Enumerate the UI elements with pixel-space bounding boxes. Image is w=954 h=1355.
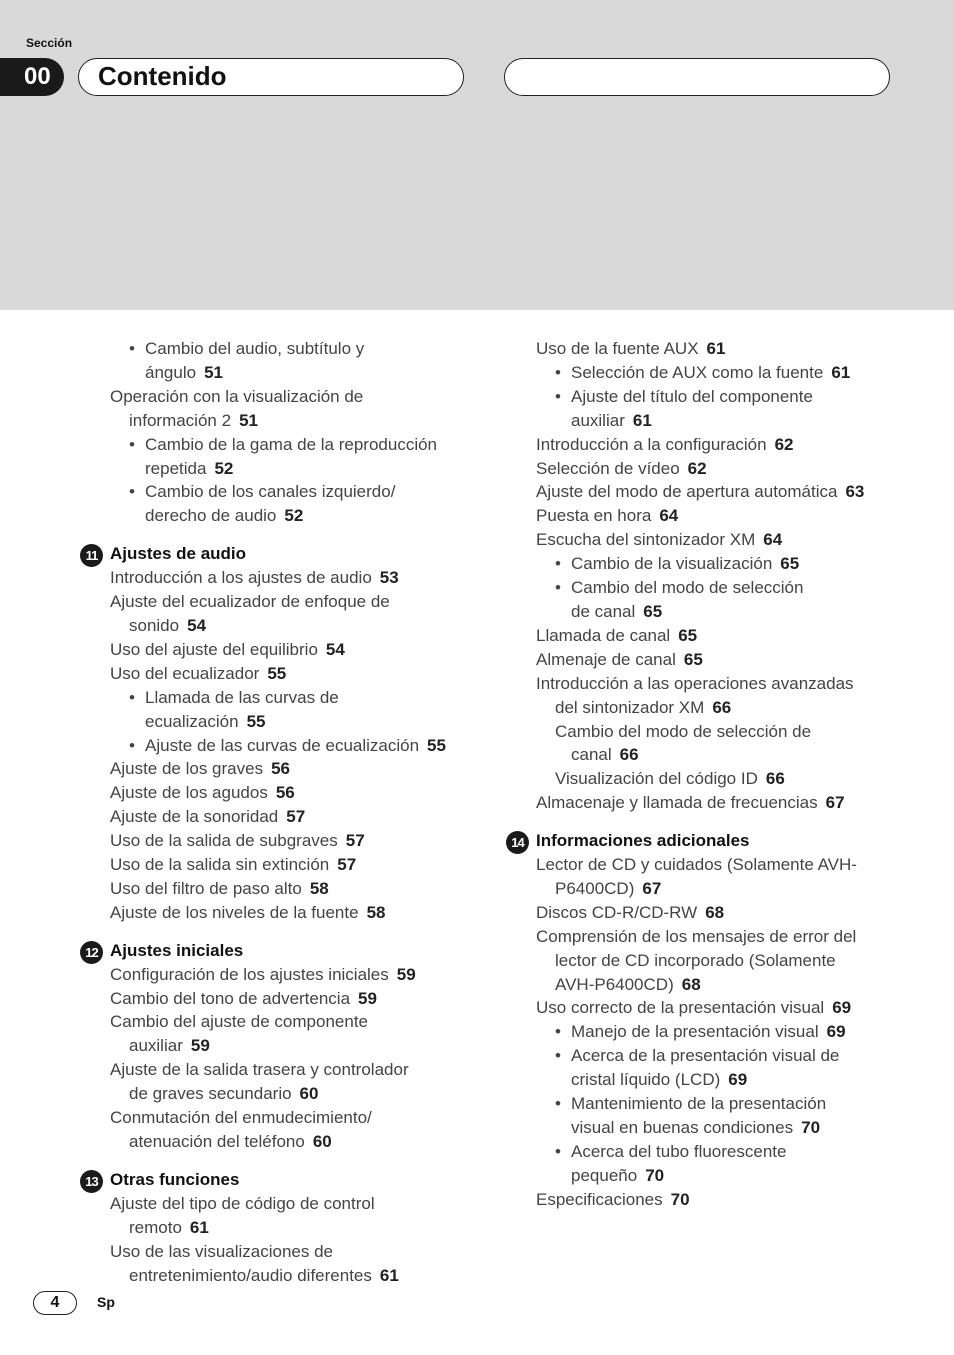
bullet-icon: •	[129, 482, 135, 502]
toc-entry-text: Cambio del audio, subtítulo y	[145, 339, 365, 358]
toc-entry	[506, 480, 926, 504]
toc-entry	[506, 925, 926, 949]
toc-entry	[80, 734, 480, 758]
toc-entry-text: Informaciones adicionales	[536, 831, 750, 851]
toc-entry	[506, 696, 926, 720]
toc-page-number: 69	[728, 1070, 748, 1090]
toc-entry-text: lector de CD incorporado (Solamente	[555, 950, 836, 970]
toc-entry	[506, 1044, 926, 1068]
toc-page-number: 67	[825, 793, 845, 813]
toc-page-number: 69	[832, 998, 852, 1018]
toc-page-number: 54	[187, 615, 207, 635]
toc-entry	[80, 1034, 480, 1058]
toc-entry-text: Selección de AUX como la fuente	[571, 362, 824, 382]
toc-entry	[506, 973, 926, 997]
toc-entry-text: Acerca de la presentación visual de	[571, 1046, 840, 1066]
toc-entry-text: Uso de la fuente AUX	[536, 339, 699, 358]
page-title: Contenido	[98, 61, 227, 91]
toc-page-number: 57	[286, 807, 306, 827]
toc-page-number: 64	[763, 530, 783, 550]
header-band	[0, 0, 954, 310]
toc-page-number: 55	[427, 735, 446, 755]
toc-entry-text: Almenaje de canal	[536, 649, 676, 669]
toc-page-number: 55	[267, 663, 287, 683]
toc-entry-text: Operación con la visualización de	[110, 386, 364, 406]
toc-entry	[506, 624, 926, 648]
toc-entry	[80, 781, 480, 805]
toc-entry	[506, 648, 926, 672]
toc-entry-text: Cambio del modo de selección	[571, 578, 804, 598]
toc-page-number: 52	[214, 458, 234, 478]
toc-entry-text: Configuración de los ajustes iniciales	[110, 964, 389, 984]
toc-entry	[506, 1068, 926, 1092]
toc-entry-text: Escucha del sintonizador XM	[536, 530, 756, 550]
toc-entry	[506, 409, 926, 433]
toc-entry-text: Uso del ajuste del equilibrio	[110, 639, 318, 659]
toc-page-number: 70	[645, 1165, 665, 1185]
toc-entry-text: repetida	[145, 458, 207, 478]
page-number: 4	[33, 1291, 77, 1315]
toc-entry	[80, 337, 480, 361]
toc-entry-text: de canal	[571, 601, 636, 621]
toc-page-number: 54	[325, 639, 345, 659]
toc-entry-text: AVH-P6400CD)	[555, 974, 674, 994]
toc-entry-text: atenuación del teléfono	[129, 1132, 305, 1151]
toc-entry-text: Ajuste de la sonoridad	[110, 807, 279, 827]
toc-entry	[80, 504, 480, 528]
toc-page-number: 56	[275, 783, 295, 803]
section-number-badge: 13	[80, 1170, 103, 1193]
toc-entry	[506, 877, 926, 901]
toc-entry-text: de graves secundario	[129, 1084, 292, 1104]
title-box	[78, 58, 464, 96]
toc-page-number: 64	[659, 506, 679, 526]
toc-entry-text: pequeño	[571, 1165, 638, 1185]
bullet-icon: •	[555, 1022, 561, 1042]
toc-entry-text: ángulo	[145, 362, 197, 382]
toc-entry	[80, 566, 480, 590]
toc-entry-text: Visualización del código ID	[555, 769, 758, 789]
bullet-icon: •	[129, 687, 135, 707]
toc-page-number: 68	[705, 902, 725, 922]
toc-entry	[506, 504, 926, 528]
toc-entry-text: Cambio del tono de advertencia	[110, 988, 351, 1008]
bullet-icon: •	[555, 362, 561, 382]
toc-entry-text: canal	[571, 745, 612, 765]
bullet-icon: •	[129, 339, 135, 358]
toc-entry-text: auxiliar	[129, 1036, 183, 1056]
toc-entry	[80, 1192, 480, 1216]
toc-entry-text: Cambio de la gama de la reproducción	[145, 434, 438, 454]
toc-entry-text: Comprensión de los mensajes de error del	[536, 926, 857, 946]
toc-entry	[506, 1164, 926, 1188]
toc-section-heading	[80, 939, 480, 963]
toc-page-number: 66	[712, 697, 732, 717]
toc-entry	[80, 987, 480, 1011]
toc-entry-text: Ajuste de los graves	[110, 759, 264, 779]
toc-page-number: 62	[687, 458, 707, 478]
section-number-badge: 12	[80, 941, 103, 964]
toc-entry-text: Ajuste de las curvas de ecualización	[145, 735, 420, 755]
toc-entry-text: Ajuste del modo de apertura automática	[536, 482, 838, 502]
toc-entry-text: entretenimiento/audio diferentes	[129, 1265, 372, 1285]
toc-entry	[506, 1188, 926, 1212]
toc-page-number: 65	[643, 601, 663, 621]
toc-page-number: 55	[246, 711, 266, 731]
toc-entry-text: Ajuste del ecualizador de enfoque de	[110, 592, 390, 612]
toc-entry	[506, 385, 926, 409]
toc-entry	[80, 480, 480, 504]
toc-entry-text: Uso del filtro de paso alto	[110, 878, 302, 898]
toc-entry-text: Uso de las visualizaciones de	[110, 1241, 334, 1261]
toc-entry	[80, 805, 480, 829]
toc-page-number: 69	[826, 1022, 846, 1042]
toc-page-number: 61	[831, 362, 851, 382]
toc-entry-text: Uso correcto de la presentación visual	[536, 998, 825, 1018]
toc-page-number: 61	[379, 1265, 399, 1285]
toc-entry	[506, 672, 926, 696]
toc-entry-text: Cambio del ajuste de componente	[110, 1012, 368, 1032]
toc-entry-text: Ajuste del título del componente	[571, 386, 813, 406]
bullet-icon: •	[555, 1141, 561, 1161]
toc-entry-text: Introducción a la configuración	[536, 434, 767, 454]
toc-entry-text: Llamada de canal	[536, 625, 671, 645]
toc-entry	[506, 1020, 926, 1044]
toc-page-number: 66	[765, 769, 785, 789]
toc-entry-text: Uso del ecualizador	[110, 663, 260, 683]
toc-entry-text: Introducción a las operaciones avanzadas	[536, 673, 854, 693]
toc-page-number: 61	[632, 410, 652, 430]
toc-entry-text: Lector de CD y cuidados (Solamente AVH-	[536, 855, 857, 875]
toc-entry	[80, 1216, 480, 1240]
toc-page-number: 52	[284, 506, 304, 526]
toc-entry	[80, 1010, 480, 1034]
toc-entry-text: visual en buenas condiciones	[571, 1118, 794, 1137]
toc-page-number: 53	[379, 568, 399, 588]
toc-entry-text: Ajuste del tipo de código de control	[110, 1193, 375, 1213]
toc-page-number: 68	[681, 974, 701, 994]
toc-entry-text: Uso de la salida sin extinción	[110, 855, 330, 875]
toc-entry	[80, 409, 480, 433]
toc-section-heading	[80, 1168, 480, 1192]
toc-page-number: 59	[358, 988, 377, 1008]
toc-entry-text: Cambio de los canales izquierdo/	[145, 482, 396, 502]
toc-entry	[506, 791, 926, 815]
toc-entry	[506, 1092, 926, 1116]
toc-entry	[80, 1058, 480, 1082]
toc-entry	[80, 1082, 480, 1106]
toc-entry-text: Discos CD-R/CD-RW	[536, 902, 698, 922]
toc-entry-text: Introducción a los ajustes de audio	[110, 568, 372, 588]
toc-entry	[80, 1106, 480, 1130]
toc-page-number: 63	[845, 482, 865, 502]
toc-page-number: 58	[309, 878, 329, 898]
section-label: Sección	[26, 36, 73, 50]
toc-entry	[80, 457, 480, 481]
toc-entry	[80, 385, 480, 409]
toc-entry	[80, 829, 480, 853]
toc-entry	[506, 361, 926, 385]
toc-entry	[506, 996, 926, 1020]
toc-left-column	[80, 337, 480, 1287]
toc-page-number: 51	[204, 362, 223, 382]
toc-entry	[506, 853, 926, 877]
toc-section-heading	[80, 542, 480, 566]
toc-entry-text: Ajustes iniciales	[110, 940, 244, 960]
toc-entry-text: Ajustes de audio	[110, 544, 247, 564]
toc-page-number: 61	[706, 339, 726, 358]
toc-entry	[80, 686, 480, 710]
toc-page-number: 65	[780, 554, 800, 574]
toc-entry	[80, 963, 480, 987]
toc-page-number: 57	[337, 855, 357, 875]
toc-page-number: 70	[670, 1189, 690, 1209]
toc-entry	[506, 1116, 926, 1140]
toc-entry	[80, 710, 480, 734]
toc-section-heading	[506, 829, 926, 853]
toc-page-number: 65	[678, 625, 698, 645]
toc-entry-text: Ajuste de los niveles de la fuente	[110, 902, 359, 922]
toc-entry	[80, 638, 480, 662]
bullet-icon: •	[129, 735, 135, 755]
toc-entry-text: Ajuste de la salida trasera y controlador	[110, 1060, 409, 1080]
toc-entry	[506, 576, 926, 600]
toc-entry	[80, 1130, 480, 1154]
toc-right-column	[506, 337, 926, 1212]
toc-page-number: 70	[801, 1118, 821, 1137]
toc-entry-text: Otras funciones	[110, 1169, 240, 1189]
toc-entry	[506, 901, 926, 925]
bullet-icon: •	[129, 434, 135, 454]
toc-page-number: 65	[683, 649, 703, 669]
toc-entry-text: Uso de la salida de subgraves	[110, 831, 338, 851]
toc-entry-text: Selección de vídeo	[536, 458, 680, 478]
toc-entry	[506, 528, 926, 552]
toc-entry	[506, 949, 926, 973]
toc-entry	[80, 614, 480, 638]
toc-entry-text: cristal líquido (LCD)	[571, 1070, 721, 1090]
toc-entry-text: Manejo de la presentación visual	[571, 1022, 819, 1042]
toc-page-number: 59	[190, 1036, 210, 1056]
toc-entry	[506, 767, 926, 791]
bullet-icon: •	[555, 1094, 561, 1114]
toc-entry	[80, 1264, 480, 1288]
toc-entry	[80, 757, 480, 781]
toc-entry	[506, 552, 926, 576]
toc-page-number: 66	[619, 745, 639, 765]
toc-entry	[80, 901, 480, 925]
toc-entry-text: Puesta en hora	[536, 506, 652, 526]
toc-entry	[80, 877, 480, 901]
toc-entry-text: del sintonizador XM	[555, 697, 705, 717]
toc-page-number: 60	[299, 1084, 319, 1104]
toc-entry-text: sonido	[129, 615, 180, 635]
section-number-badge: 14	[506, 831, 529, 854]
toc-entry-text: ecualización	[145, 711, 239, 731]
bullet-icon: •	[555, 1046, 561, 1066]
toc-entry-text: Ajuste de los agudos	[110, 783, 268, 803]
toc-entry-text: Especificaciones	[536, 1189, 663, 1209]
bullet-icon: •	[555, 578, 561, 598]
toc-entry	[80, 590, 480, 614]
toc-entry	[80, 433, 480, 457]
toc-entry-text: Cambio del modo de selección de	[555, 721, 812, 741]
toc-entry-text: Cambio de la visualización	[571, 554, 773, 574]
bullet-icon: •	[555, 554, 561, 574]
title-box-right	[504, 58, 890, 96]
toc-page-number: 51	[239, 410, 258, 430]
toc-entry	[80, 853, 480, 877]
toc-page-number: 67	[642, 878, 662, 898]
toc-page-number: 62	[774, 434, 794, 454]
toc-entry	[506, 457, 926, 481]
toc-entry-text: Mantenimiento de la presentación	[571, 1094, 827, 1114]
toc-entry-text: remoto	[129, 1217, 182, 1237]
section-number-tab: 00	[0, 58, 64, 96]
toc-page-number: 56	[271, 759, 291, 779]
toc-entry-text: Almacenaje y llamada de frecuencias	[536, 793, 818, 813]
toc-entry	[506, 600, 926, 624]
toc-entry	[80, 1240, 480, 1264]
toc-entry	[80, 361, 480, 385]
toc-entry-text: derecho de audio	[145, 506, 277, 526]
toc-entry	[506, 743, 926, 767]
section-number-badge: 11	[80, 544, 103, 567]
language-code: Sp	[97, 1294, 115, 1310]
toc-entry-text: auxiliar	[571, 410, 625, 430]
toc-entry	[506, 1140, 926, 1164]
toc-page-number: 60	[312, 1132, 332, 1151]
toc-entry-text: Conmutación del enmudecimiento/	[110, 1108, 372, 1128]
toc-entry	[80, 662, 480, 686]
toc-page-number: 57	[345, 831, 365, 851]
toc-entry	[506, 337, 926, 361]
bullet-icon: •	[555, 386, 561, 406]
toc-entry-text: Llamada de las curvas de	[145, 687, 339, 707]
toc-page-number: 61	[189, 1217, 209, 1237]
toc-entry-text: P6400CD)	[555, 878, 635, 898]
toc-entry-text: Acerca del tubo fluorescente	[571, 1141, 787, 1161]
toc-page-number: 59	[396, 964, 416, 984]
toc-entry-text: información 2	[129, 410, 232, 430]
toc-page-number: 58	[366, 902, 386, 922]
toc-entry	[506, 720, 926, 744]
toc-entry	[506, 433, 926, 457]
